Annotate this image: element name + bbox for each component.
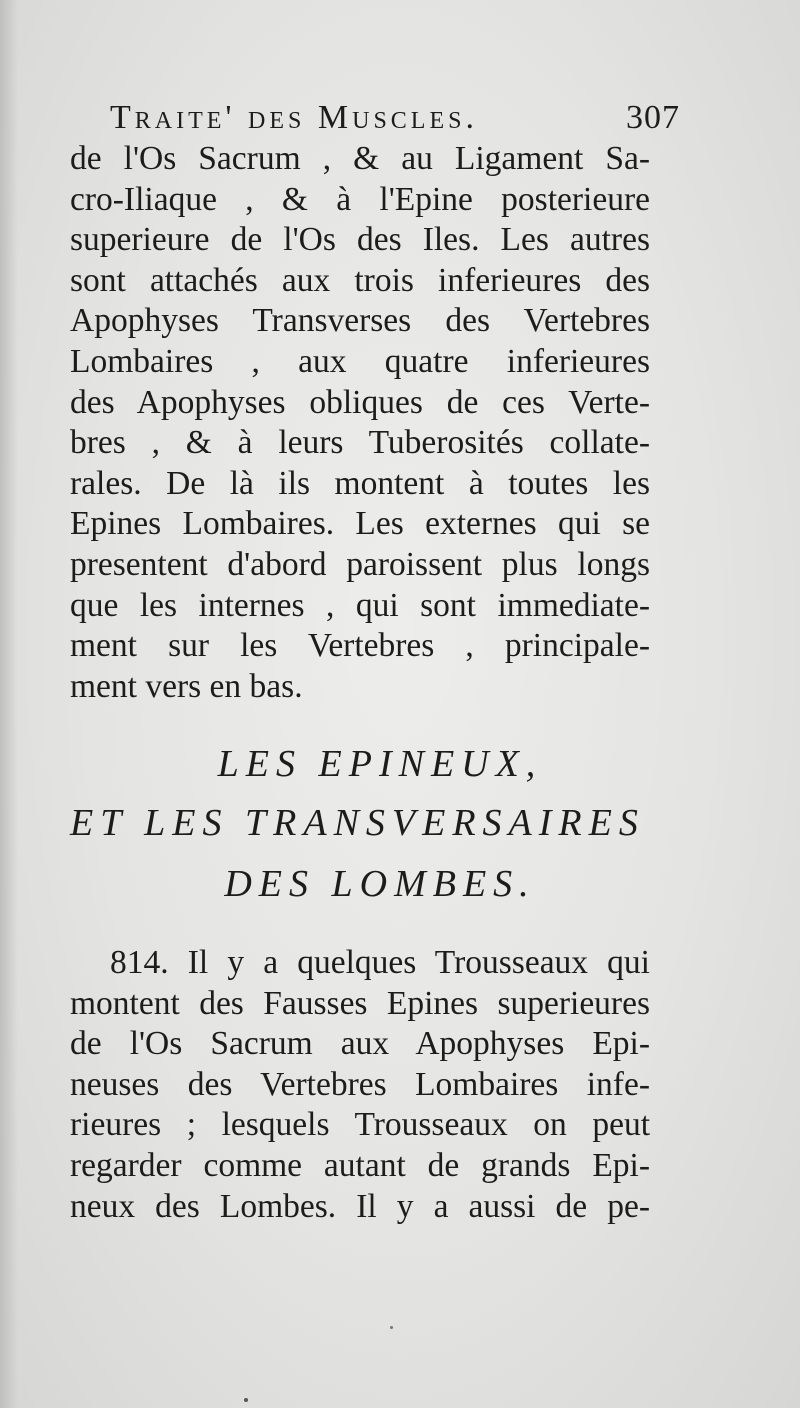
text-line: Epines Lombaires. Les externes qui se	[70, 505, 650, 543]
text-line: de l'Os Sacrum , & au Ligament Sa-	[70, 140, 650, 177]
text-line: que les internes , qui sont immediate-	[70, 586, 650, 624]
page-number: 307	[626, 99, 680, 136]
paper-speck	[244, 1398, 248, 1402]
text-line: bres , & à leurs Tuberosités collate-	[70, 424, 650, 462]
text-line: de l'Os Sacrum aux Apophyses Epi-	[70, 1025, 650, 1063]
text-line: presentent d'abord paroissent plus longs	[70, 545, 650, 583]
text-line: rieures ; lesquels Trousseaux on peut	[70, 1106, 650, 1144]
gutter-shadow	[0, 0, 18, 1408]
text-line: neux des Lombes. Il y a aussi de pe-	[70, 1187, 650, 1225]
text-line: montent des Fausses Epines superieures	[70, 984, 650, 1022]
paragraph-814	[70, 943, 650, 1227]
section-heading-line-2: ET LES TRANSVERSAIRES	[70, 802, 645, 844]
text-line: neuses des Vertebres Lombaires infe-	[70, 1065, 650, 1103]
text-line: 814. Il y a quelques Trousseaux qui	[110, 944, 650, 981]
text-line: des Apophyses obliques de ces Verte-	[70, 383, 650, 421]
text-line: superieure de l'Os des Iles. Les autres	[70, 221, 650, 259]
text-line: ment sur les Vertebres , principale-	[70, 627, 650, 665]
paper-speck	[390, 1326, 393, 1329]
text-line: Lombaires , aux quatre inferieures	[70, 342, 650, 380]
text-line: Apophyses Transverses des Vertebres	[70, 302, 650, 340]
running-head	[110, 98, 680, 138]
text-line: rales. De là ils montent à toutes les	[70, 464, 650, 502]
text-line: sont attachés aux trois inferieures des	[70, 261, 650, 299]
text-line: regarder comme autant de grands Epi-	[70, 1146, 650, 1184]
text-line: cro-Iliaque , & à l'Epine posterieure	[70, 180, 650, 218]
section-heading-line-3: DES LOMBES.	[224, 863, 536, 905]
running-title: Traite' des Muscles.	[110, 99, 478, 136]
section-heading-line-1: LES EPINEUX,	[217, 743, 543, 785]
text-line: ment vers en bas.	[70, 667, 303, 705]
paragraph-continued	[70, 139, 650, 707]
